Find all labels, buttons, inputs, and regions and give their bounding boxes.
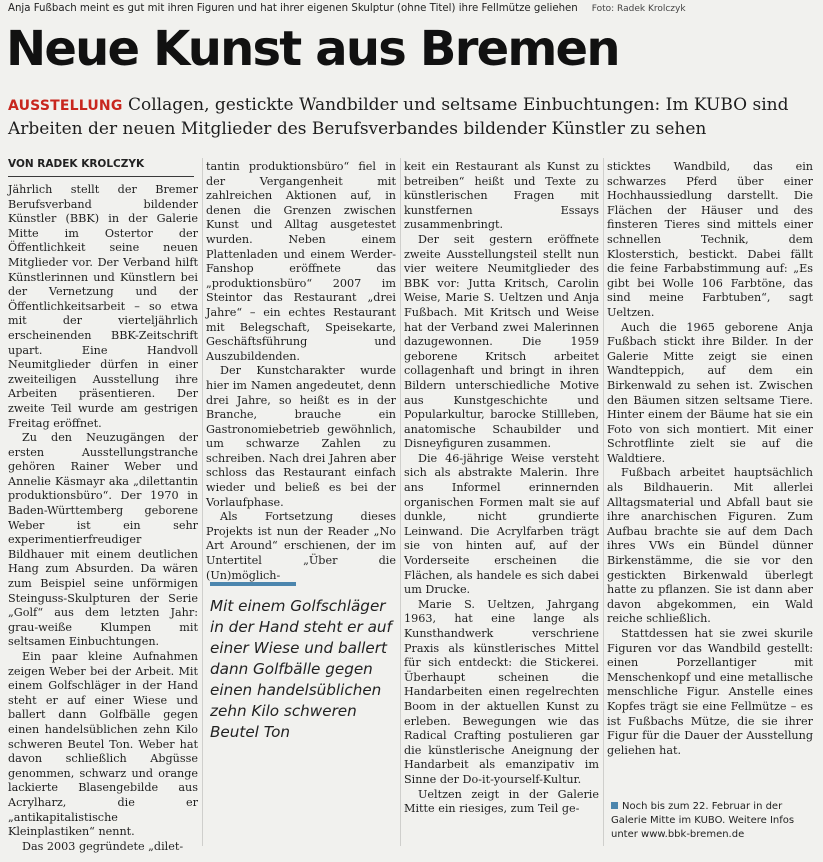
- column-divider: [603, 158, 604, 846]
- paragraph: Auch die 1965 geborene Anja Fußbach stickt ihre Bilder. In der Galerie Mitte zeigt sie einen Wandteppich, auf dem ein Birkenwald zu sehen ist. Zwischen den Bäumen sitzen seltsame Tiere. Hinter einem der Bäume hat sie ein Foto von sich montiert. Mit einer Schrotflinte zielt sie auf die Waldtiere.: [607, 320, 813, 465]
- paragraph: Das 2003 gegründete „dilet-: [22, 839, 184, 853]
- paragraph: Die 46-jährige Weise versteht sich als abstrakte Malerin. Ihre ans Informel erinnernden organischen Formen malt sie auf dunkle, nicht grundierte Leinwand. Die Acrylfarben trägt sie von hinten auf, auf der Vorderseite erscheinen die Flächen, als handele es sich dabei um Drucke.: [404, 451, 599, 597]
- paragraph: Stattdessen hat sie zwei skurile Figuren vor das Wandbild gestellt: einen Porzellantiger mit Menschenkopf und eine metallische menschliche Figur. Anstelle eines Kopfes trägt sie eine Fellmütze – es ist Fußbachs Mütze, die sie ihrer Figur für die Dauer der Ausstellung geliehen hat.: [607, 627, 813, 757]
- subheadline: Collagen, gestickte Wandbilder und seltsame Einbuchtungen: Im KUBO sind Arbeiten der neuen Mitglieder des Berufsverbandes bildender Künstler zu sehen: [8, 95, 789, 139]
- paragraph: Fußbach arbeitet hauptsächlich als Bildhauerin. Mit allerlei Alltagsmaterial und Abfall baut sie ihre anarchischen Figuren. Zum Aufbau brachte sie auf dem Dach ihres VWs ein Bündel dünner Birkenstämme, die sie vor den gestickten Birkenwald überlegt hatte zu pflanzen. Sie ist dann aber davon abgekommen, ein Wald reiche schließlich.: [607, 466, 813, 626]
- paragraph: sticktes Wandbild, das ein schwarzes Pferd über einer Hochhaussiedlung darstellt. Die Flächen der Häuser und des finsteren Tieres sind mittels einer schnellen Technik, dem Klosterstich, bestickt. Dabei fällt die feine Farbabstimmung auf: „Es gibt bei Wolle 106 Farbtöne, das sind meine Farbtuben“, sagt Ueltzen.: [607, 160, 813, 319]
- article-column-1: [8, 183, 198, 854]
- pull-quote: Mit einem Golfschläger in der Hand steht er auf einer Wiese und ballert dann Golfbälle gegen einen handelsüblichen zehn Kilo schweren Beutel Ton: [210, 597, 392, 741]
- column-divider: [400, 158, 401, 846]
- kicker-label: AUSSTELLUNG: [8, 98, 123, 114]
- subheadline-block: [8, 94, 816, 141]
- paragraph: Ein paar kleine Aufnahmen zeigen Weber bei der Arbeit. Mit einem Golfschläger in der Hand steht er auf einer Wiese und ballert dann Golfbälle gegen einen handelsüblichen zehn Kilo schweren Beutel Ton. Weber hat davon schließlich Abgüsse genommen, schwarz und orange lackierte Blasengebilde aus Acrylharz, die er „antikapitalistische Kleinplastiken“ nennt.: [8, 650, 198, 839]
- paragraph: Ueltzen zeigt in der Galerie Mitte ein riesiges, zum Teil ge-: [404, 787, 599, 816]
- paragraph: Als Fortsetzung dieses Projekts ist nun der Reader „No Art Around“ erschienen, der im Untertitel „Über die (Un)möglich-: [206, 510, 396, 582]
- byline-divider: [8, 176, 194, 177]
- photo-caption: [8, 3, 818, 14]
- square-bullet-icon: [611, 802, 618, 809]
- photo-credit: Foto: Radek Krolczyk: [591, 4, 686, 14]
- column-divider: [202, 158, 203, 846]
- pull-quote-accent-bar: [210, 582, 296, 586]
- byline: VON RADEK KROLCZYK: [8, 158, 145, 170]
- photo-caption-text: Anja Fußbach meint es gut mit ihren Figuren und hat ihrer eigenen Skulptur (ohne Titel) ihre Fellmütze geliehen: [8, 3, 578, 14]
- paragraph: keit ein Restaurant als Kunst zu betreiben“ heißt und Texte zu künstlerischen Fragen mit kunstfernen Essays zusammenbringt.: [404, 160, 599, 232]
- paragraph: Zu den Neuzugängen der ersten Ausstellungstranche gehören Rainer Weber und Annelie Käsmayr aka „dilettantin produktionsbüro“. Der 1970 in Baden-Württemberg geborene Weber ist ein sehr experimentierfreudiger Bildhauer mit einem deutlichen Hang zum Absurden. Da wären zum Beispiel seine unförmigen Steinguss-Skulpturen der Serie „Golf“ aus dem letzten Jahr: grau-weiße Klumpen mit seltsamen Einbuchtungen.: [8, 431, 198, 649]
- article-column-2: [206, 160, 396, 583]
- paragraph: Der Kunstcharakter wurde hier im Namen angedeutet, denn drei Jahre, so heißt es in der Branche, brauche ein Gastronomiebetrieb gewöhnlich, um schwarze Zahlen zu schreiben. Nach drei Jahren aber schloss das Restaurant einfach wieder und beließ es bei der Vorlaufphase.: [206, 364, 396, 509]
- info-text: Noch bis zum 22. Februar in der Galerie Mitte im KUBO. Weitere Infos unter www.bbk-bremen.de: [611, 801, 795, 840]
- article-column-3: [404, 160, 599, 817]
- info-box: [611, 800, 816, 842]
- paragraph: Marie S. Ueltzen, Jahrgang 1963, hat eine lange als Kunsthandwerk verschriene Praxis als künstlerisches Mittel für sich entdeckt: die Stickerei. Überhaupt scheinen die Handarbeiten einen regelrechten Boom in der aktuellen Kunst zu erleben. Bewegungen wie das Radical Crafting postulieren gar die künstlerische Aneignung der Handarbeit als emanzipativ im Sinne der Do-it-yourself-Kultur.: [404, 597, 599, 786]
- paragraph: Der seit gestern eröffnete zweite Ausstellungsteil stellt nun vier weitere Neumitglieder des BBK vor: Jutta Kritsch, Carolin Weise, Marie S. Ueltzen und Anja Fußbach. Mit Kritsch und Weise hat der Verband zwei Malerinnen dazugewonnen. Die 1959 geborene Kritsch arbeitet collagenhaft und bringt in ihren Bildern unterschiedliche Motive aus Kunstgeschichte und Popularkultur, barocke Stillleben, anatomische Schaubilder und Disneyfiguren zusammen.: [404, 232, 599, 451]
- paragraph: Jährlich stellt der Bremer Berufsverband bildender Künstler (BBK) in der Galerie Mitte im Ostertor der Öffentlichkeit seine neuen Mitglieder vor. Der Verband hilft Künstlerinnen und Künstlern bei der Vernetzung und der Öffentlichkeitsarbeit – so etwa mit der vierteljährlich erscheinenden BBK-Zeitschrift upart. Eine Handvoll Neumitglieder dürfen in einer zweiteiligen Ausstellung ihre Arbeiten präsentieren. Der zweite Teil wurde am gestrigen Freitag eröffnet.: [8, 183, 198, 430]
- headline: Neue Kunst aus Bremen: [6, 21, 619, 77]
- article-column-4: [607, 160, 813, 758]
- paragraph: tantin produktionsbüro“ fiel in der Vergangenheit mit zahlreichen Aktionen auf, in denen die Grenzen zwischen Kunst und Alltag ausgetestet wurden. Neben einem Plattenladen und einem Werder-Fanshop eröffnete das „produktionsbüro“ 2007 im Steintor das Restaurant „drei Jahre“ – ein echtes Restaurant mit Belegschaft, Speisekarte, Geschäftsführung und Auszubildenden.: [206, 160, 396, 363]
